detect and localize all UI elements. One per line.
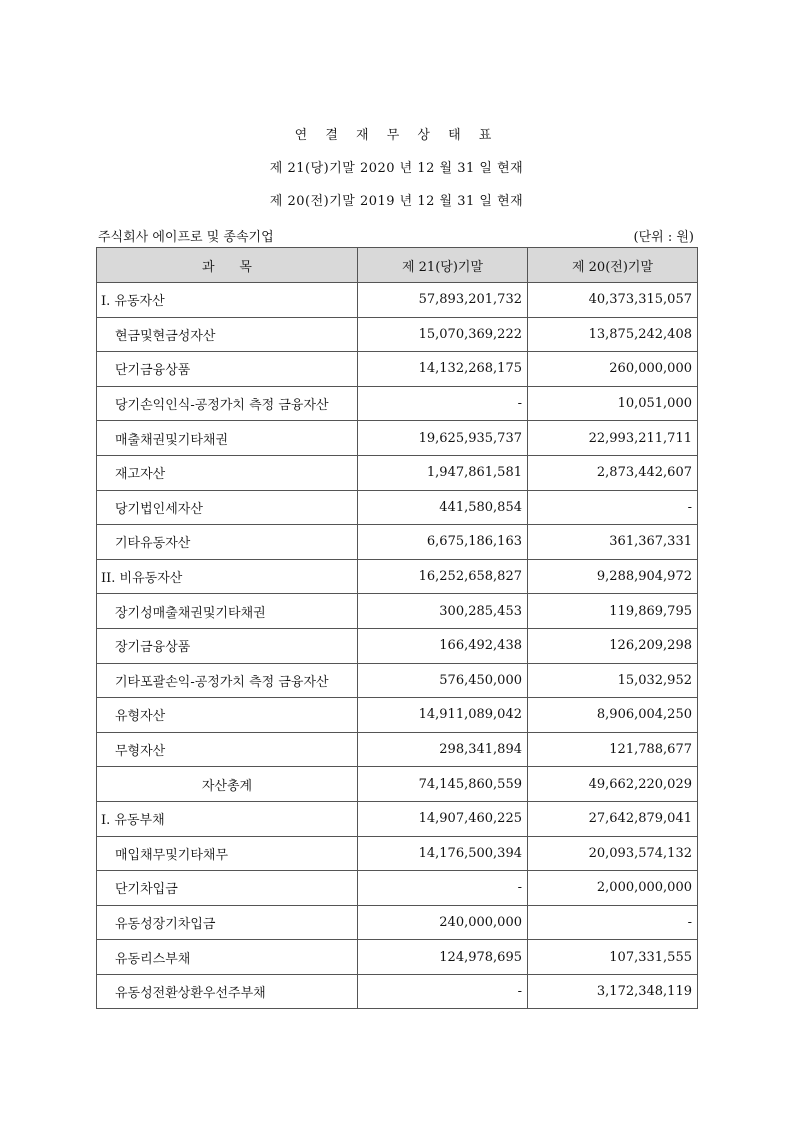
account-label: II. 비유동자산 xyxy=(97,559,358,594)
account-label: 기타유동자산 xyxy=(97,525,358,560)
table-row xyxy=(97,352,698,387)
current-period-value: 298,341,894 xyxy=(358,732,528,767)
table-row xyxy=(97,386,698,421)
current-period-value: 16,252,658,827 xyxy=(358,559,528,594)
account-label: 당기손익인식-공정가치 측정 금융자산 xyxy=(97,386,358,421)
prior-period-value: 8,906,004,250 xyxy=(528,698,698,733)
period-current: 제 21(당)기말 2020 년 12 월 31 일 현재 xyxy=(269,161,524,176)
prior-period-value: 119,869,795 xyxy=(528,594,698,629)
prior-period-value: 10,051,000 xyxy=(528,386,698,421)
table-row xyxy=(97,663,698,698)
current-period-value: 57,893,201,732 xyxy=(358,283,528,318)
current-period-value: 74,145,860,559 xyxy=(358,767,528,802)
account-label: 당기법인세자산 xyxy=(97,490,358,525)
current-period-value: 14,911,089,042 xyxy=(358,698,528,733)
account-label: 유동성전환상환우선주부채 xyxy=(97,974,358,1009)
table-row xyxy=(97,421,698,456)
table-row xyxy=(97,283,698,318)
column-header-prior: 제 20(전)기말 xyxy=(528,248,698,283)
prior-period-value: 9,288,904,972 xyxy=(528,559,698,594)
prior-period-value: 260,000,000 xyxy=(528,352,698,387)
prior-period-value: 20,093,574,132 xyxy=(528,836,698,871)
current-period-value: 576,450,000 xyxy=(358,663,528,698)
table-row xyxy=(97,628,698,663)
account-label: 무형자산 xyxy=(97,732,358,767)
account-label: 유동리스부채 xyxy=(97,940,358,975)
current-period-value: 124,978,695 xyxy=(358,940,528,975)
prior-period-value: 121,788,677 xyxy=(528,732,698,767)
account-label: 유형자산 xyxy=(97,698,358,733)
current-period-value: 15,070,369,222 xyxy=(358,317,528,352)
table-row xyxy=(97,836,698,871)
current-period-value: 6,675,186,163 xyxy=(358,525,528,560)
account-label: 유동성장기차입금 xyxy=(97,905,358,940)
statement-title: 연 결 재 무 상 태 표 xyxy=(294,128,499,143)
table-row xyxy=(97,698,698,733)
prior-period-value: 107,331,555 xyxy=(528,940,698,975)
prior-period-value: 13,875,242,408 xyxy=(528,317,698,352)
prior-period-value: 3,172,348,119 xyxy=(528,974,698,1009)
account-label: 장기금융상품 xyxy=(97,628,358,663)
table-row xyxy=(97,317,698,352)
current-period-value: 14,176,500,394 xyxy=(358,836,528,871)
table-row xyxy=(97,525,698,560)
account-label: 단기차입금 xyxy=(97,871,358,906)
table-row xyxy=(97,594,698,629)
account-label: 장기성매출채권및기타채권 xyxy=(97,594,358,629)
account-label: 매출채권및기타채권 xyxy=(97,421,358,456)
column-header-current: 제 21(당)기말 xyxy=(358,248,528,283)
current-period-value: 441,580,854 xyxy=(358,490,528,525)
prior-period-value: 49,662,220,029 xyxy=(528,767,698,802)
account-label: I. 유동자산 xyxy=(97,283,358,318)
current-period-value: 300,285,453 xyxy=(358,594,528,629)
prior-period-value: 22,993,211,711 xyxy=(528,421,698,456)
current-period-value: - xyxy=(358,974,528,1009)
current-period-value: 19,625,935,737 xyxy=(358,421,528,456)
table-row xyxy=(97,455,698,490)
period-prior: 제 20(전)기말 2019 년 12 월 31 일 현재 xyxy=(269,194,524,209)
current-period-value: 14,132,268,175 xyxy=(358,352,528,387)
account-label: 현금및현금성자산 xyxy=(97,317,358,352)
table-row xyxy=(97,801,698,836)
account-label: I. 유동부채 xyxy=(97,801,358,836)
prior-period-value: 126,209,298 xyxy=(528,628,698,663)
current-period-value: - xyxy=(358,871,528,906)
prior-period-value: 2,873,442,607 xyxy=(528,455,698,490)
current-period-value: - xyxy=(358,386,528,421)
account-label: 자산총계 xyxy=(97,767,358,802)
prior-period-value: 2,000,000,000 xyxy=(528,871,698,906)
company-name: 주식회사 에이프로 및 종속기업 xyxy=(98,230,274,245)
balance-sheet-table xyxy=(96,247,698,1009)
prior-period-value: 40,373,315,057 xyxy=(528,283,698,318)
prior-period-value: 15,032,952 xyxy=(528,663,698,698)
account-label: 기타포괄손익-공정가치 측정 금융자산 xyxy=(97,663,358,698)
table-row xyxy=(97,905,698,940)
prior-period-value: 361,367,331 xyxy=(528,525,698,560)
unit-label: (단위 : 원) xyxy=(633,230,694,245)
table-header-row xyxy=(97,248,698,283)
table-row xyxy=(97,871,698,906)
account-label: 재고자산 xyxy=(97,455,358,490)
account-label: 단기금융상품 xyxy=(97,352,358,387)
account-label: 매입채무및기타채무 xyxy=(97,836,358,871)
current-period-value: 14,907,460,225 xyxy=(358,801,528,836)
table-row xyxy=(97,490,698,525)
table-body xyxy=(97,283,698,1009)
current-period-value: 240,000,000 xyxy=(358,905,528,940)
prior-period-value: - xyxy=(528,905,698,940)
table-row xyxy=(97,974,698,1009)
current-period-value: 166,492,438 xyxy=(358,628,528,663)
table-row xyxy=(97,559,698,594)
table-row xyxy=(97,767,698,802)
table-row xyxy=(97,732,698,767)
table-row xyxy=(97,940,698,975)
column-header-account: 과 목 xyxy=(97,248,358,283)
current-period-value: 1,947,861,581 xyxy=(358,455,528,490)
prior-period-value: - xyxy=(528,490,698,525)
prior-period-value: 27,642,879,041 xyxy=(528,801,698,836)
